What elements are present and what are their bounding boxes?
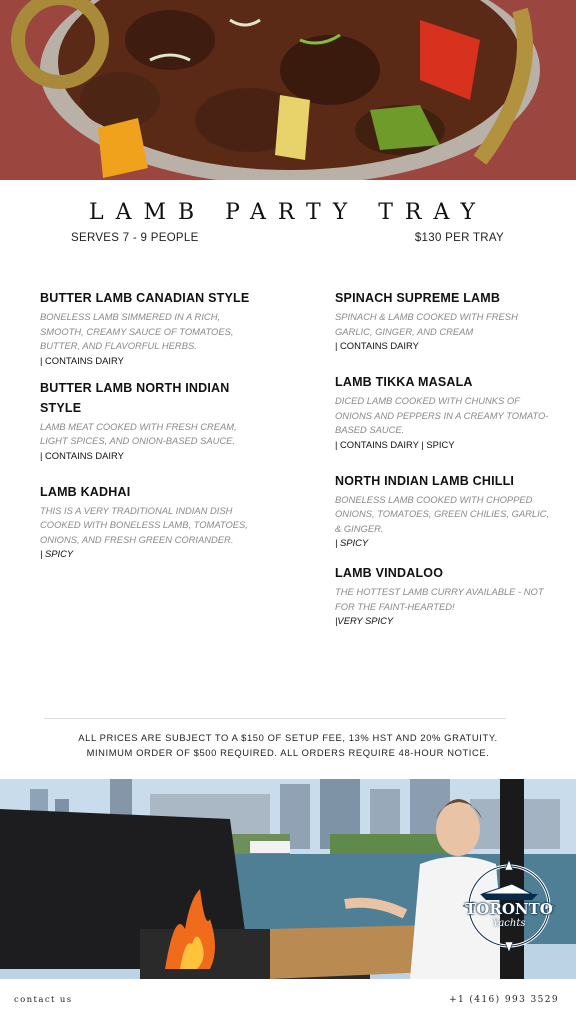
menu-item-description: LAMB MEAT COOKED WITH FRESH CREAM, LIGHT SPICES, AND ONION-BASED SAUCE. [40,420,237,446]
menu-item-tag: | CONTAINS DAIRY | SPICY [335,438,455,450]
menu-item [40,482,260,561]
pricing-notice [0,730,576,760]
menu-item [40,378,260,462]
menu-item-description: THIS IS A VERY TRADITIONAL INDIAN DISH COOKED WITH BONELESS LAMB, TOMATOES, ONIONS, AND FRESH GREEN CORIANDER. [40,504,248,545]
menu-item-description: DICED LAMB COOKED WITH CHUNKS OF ONIONS AND PEPPERS IN A CREAMY TOMATO-BASED SAUCE. [335,395,549,435]
menu-column-right [335,288,550,638]
menu-item-tag: | CONTAINS DAIRY [335,340,419,351]
menu-item-tag: | CONTAINS DAIRY [40,354,124,366]
menu-item-name: LAMB TIKKA MASALA [335,375,473,389]
price-text: $130 PER TRAY [414,232,504,244]
menu-item [335,372,550,451]
menu-column-left [40,288,260,571]
serves-text: SERVES 7 - 9 PEOPLE [71,232,199,244]
page-title: LAMB PARTY TRAY [89,200,487,225]
toronto-yachts-logo [462,858,556,954]
phone-number[interactable]: +1 (416) 993 3529 [449,995,559,1005]
menu-item [335,563,550,627]
divider [44,718,506,719]
logo-name: TORONTO [465,900,553,918]
menu-item-name: LAMB KADHAI [40,484,131,499]
contact-us-link[interactable]: contact us [14,995,73,1005]
menu-item [40,288,260,367]
notice-line: MINIMUM ORDER OF $500 REQUIRED. ALL ORDERS REQUIRE 48-HOUR NOTICE. [86,747,490,758]
menu-item-name: NORTH INDIAN LAMB CHILLI [335,473,515,488]
food-photo [0,0,576,180]
menu-item-name: BUTTER LAMB CANADIAN STYLE [40,291,250,305]
menu-item-description: BONELESS LAMB SIMMERED IN A RICH, SMOOTH, CREAMY SAUCE OF TOMATOES, BUTTER, AND FLAVORFUL HERBS. [40,311,234,351]
menu-item [335,471,550,550]
menu-item-description: SPINACH & LAMB COOKED WITH FRESH GARLIC, GINGER, AND CREAM [335,311,518,337]
menu-item-name: LAMB VINDALOO [335,566,444,580]
logo-sub: Yachts [492,918,526,929]
notice-line: ALL PRICES ARE SUBJECT TO A $150 OF SETUP FEE, 13% HST AND 20% GRATUITY. [78,732,498,743]
menu-item-description: THE HOTTEST LAMB CURRY AVAILABLE - NOT FOR THE FAINT-HEARTED! [335,586,544,612]
menu-item-tag: | SPICY [335,537,369,548]
menu-item-tag: | SPICY [40,548,74,559]
menu-item [335,288,550,352]
menu-item-name: BUTTER LAMB NORTH INDIAN STYLE [40,380,230,415]
menu-item-tag: |VERY SPICY [335,615,394,626]
menu-item-tag: | CONTAINS DAIRY [40,449,124,461]
menu-item-name: SPINACH SUPREME LAMB [335,291,501,305]
menu-item-description: BONELESS LAMB COOKED WITH CHOPPED ONIONS, TOMATOES, GREEN CHILIES, GARLIC, & GINGER. [335,493,550,534]
